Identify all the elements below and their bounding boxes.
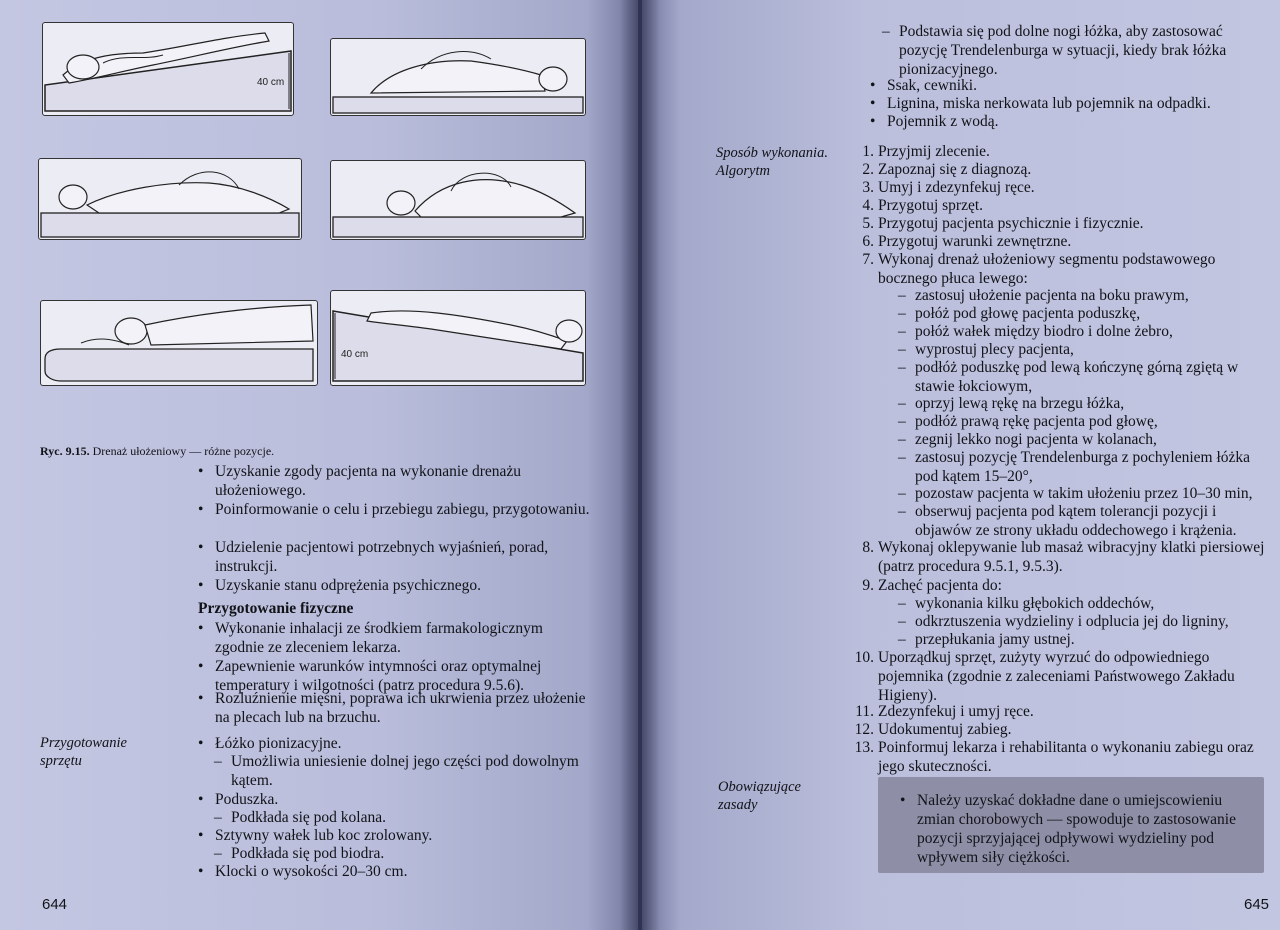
- figure-panel-2: [330, 38, 586, 116]
- list-item: 3. Umyj i zdezynfekuj ręce.: [862, 179, 1035, 196]
- list-item: • Poduszka.: [198, 791, 279, 808]
- dimension-label-1: 40 cm: [257, 77, 285, 88]
- list-item: – odkrztuszenia wydzieliny i odplucia jej do ligniny,: [898, 613, 1229, 630]
- figure-panel-4: [330, 160, 586, 240]
- page-number-left: 644: [42, 896, 68, 913]
- equipment-side-label: Przygotowanie sprzętu: [40, 735, 127, 769]
- figure-caption-ref: Ryc. 9.15.: [40, 444, 90, 458]
- list-item: 10. Uporządkuj sprzęt, zużyty wyrzuć do odpowiedniego pojemnika (zgodnie z zaleceniami Państwowego Zakładu Higieny).: [854, 649, 1235, 704]
- list-item: – Podstawia się pod dolne nogi łóżka, aby zastosować pozycję Trendelenburga w sytuacji, kiedy brak łóżka pionizacyjnego.: [882, 23, 1227, 78]
- method-side-label: Sposób wykonania. Algorytm: [716, 145, 828, 179]
- list-item: • Uzyskanie zgody pacjenta na wykonanie drenażu ułożeniowego.: [198, 463, 521, 499]
- list-item: 6. Przygotuj warunki zewnętrzne.: [862, 233, 1072, 250]
- list-item: – przepłukania jamy ustnej.: [898, 631, 1075, 648]
- list-item: – połóż wałek między biodro i dolne żebro,: [898, 323, 1173, 340]
- list-item: – Podkłada się pod kolana.: [214, 809, 386, 826]
- rules-note-box: [878, 777, 1264, 873]
- list-item: – podłóż poduszkę pod lewą kończynę górną zgiętą w stawie łokciowym,: [898, 359, 1239, 395]
- physical-prep-heading: Przygotowanie fizyczne: [198, 600, 354, 617]
- list-item: • Należy uzyskać dokładne dane o umiejscowieniu zmian chorobowych — spowoduje to zastosowanie pozycji sprzyjającej odpływowi wydzieliny pod wpływem siły ciężkości.: [900, 792, 1236, 866]
- list-item: – pozostaw pacjenta w takim ułożeniu przez 10–30 min,: [898, 485, 1253, 502]
- figure-panel-1: [42, 22, 294, 116]
- side-lying-illustration-2: [39, 159, 301, 239]
- list-item: • Ssak, cewniki.: [870, 77, 977, 94]
- list-item: – Umożliwia uniesienie dolnej jego części pod dowolnym kątem.: [214, 753, 579, 789]
- list-item: • Zapewnienie warunków intymności oraz optymalnej temperatury i wilgotności (patrz procedura 9.5.6).: [198, 658, 542, 694]
- list-item: • Klocki o wysokości 20–30 cm.: [198, 863, 408, 880]
- list-item: 13. Poinformuj lekarza i rehabilitanta o wykonaniu zabiegu oraz jego skuteczności.: [854, 739, 1254, 775]
- list-item: 5. Przygotuj pacjenta psychicznie i fizycznie.: [862, 215, 1144, 232]
- left-page: [0, 0, 638, 930]
- list-item: – zastosuj ułożenie pacjenta na boku prawym,: [898, 287, 1189, 304]
- figure-panel-5: [40, 300, 318, 386]
- book-gutter: [620, 0, 660, 930]
- list-item: • Uzyskanie stanu odprężenia psychicznego.: [198, 577, 481, 594]
- list-item: • Udzielenie pacjentowi potrzebnych wyjaśnień, porad, instrukcji.: [198, 539, 549, 575]
- list-item: • Rozluźnienie mięśni, poprawa ich ukrwienia przez ułożenie na plecach lub na brzuchu.: [198, 690, 586, 726]
- list-item: • Łóżko pionizacyjne.: [198, 735, 342, 752]
- list-item: • Sztywny wałek lub koc zrolowany.: [198, 827, 433, 844]
- list-item: • Lignina, miska nerkowata lub pojemnik na odpadki.: [870, 95, 1211, 112]
- side-lying-illustration-3: [331, 161, 585, 239]
- wedge-side-illustration: [331, 291, 585, 385]
- list-item: • Pojemnik z wodą.: [870, 113, 999, 130]
- list-item: 7. Wykonaj drenaż ułożeniowy segmentu podstawowego bocznego płuca lewego:: [862, 251, 1216, 287]
- wedge-supine-illustration: [43, 23, 293, 115]
- list-item: – wyprostuj plecy pacjenta,: [898, 341, 1074, 358]
- figure-caption: [40, 444, 274, 459]
- list-item: 11. Zdezynfekuj i umyj ręce.: [855, 703, 1034, 720]
- list-item: • Wykonanie inhalacji ze środkiem farmakologicznym zgodnie ze zleceniem lekarza.: [198, 620, 543, 656]
- list-item: – zastosuj pozycję Trendelenburga z pochyleniem łóżka pod kątem 15–20°,: [898, 449, 1251, 485]
- list-item: – oprzyj lewą rękę na brzegu łóżka,: [898, 395, 1125, 412]
- list-item: • Poinformowanie o celu i przebiegu zabiegu, przygotowaniu.: [198, 501, 590, 518]
- list-item: 12. Udokumentuj zabieg.: [854, 721, 1012, 738]
- list-item: – podłóż prawą rękę pacjenta pod głowę,: [898, 413, 1158, 430]
- list-item: 8. Wykonaj oklepywanie lub masaż wibracyjny klatki piersiowej (patrz procedura 9.5.1, 9.5.3).: [862, 539, 1265, 575]
- list-item: – połóż pod głowę pacjenta poduszkę,: [898, 305, 1141, 322]
- list-item: – zegnij lekko nogi pacjenta w kolanach,: [898, 431, 1157, 448]
- list-item: – obserwuj pacjenta pod kątem tolerancji pozycji i objawów ze strony układu oddechowego i krążenia.: [898, 503, 1237, 539]
- list-item: – wykonania kilku głębokich oddechów,: [898, 595, 1155, 612]
- page-number-right: 645: [1244, 896, 1270, 913]
- list-item: – Podkłada się pod biodra.: [214, 845, 385, 862]
- list-item: 2. Zapoznaj się z diagnozą.: [862, 161, 1032, 178]
- side-lying-illustration-1: [331, 39, 585, 115]
- figure-caption-text: Drenaż ułożeniowy — różne pozycje.: [89, 444, 275, 458]
- list-item: 1. Przyjmij zlecenie.: [862, 143, 990, 160]
- prone-illustration: [41, 301, 317, 385]
- rules-side-label: Obowiązujące zasady: [718, 779, 801, 813]
- list-item: 9. Zachęć pacjenta do:: [862, 577, 1002, 594]
- figure-panel-3: [38, 158, 302, 240]
- list-item: 4. Przygotuj sprzęt.: [862, 197, 984, 214]
- dimension-label-2: 40 cm: [341, 349, 369, 360]
- figure-panel-6: [330, 290, 586, 386]
